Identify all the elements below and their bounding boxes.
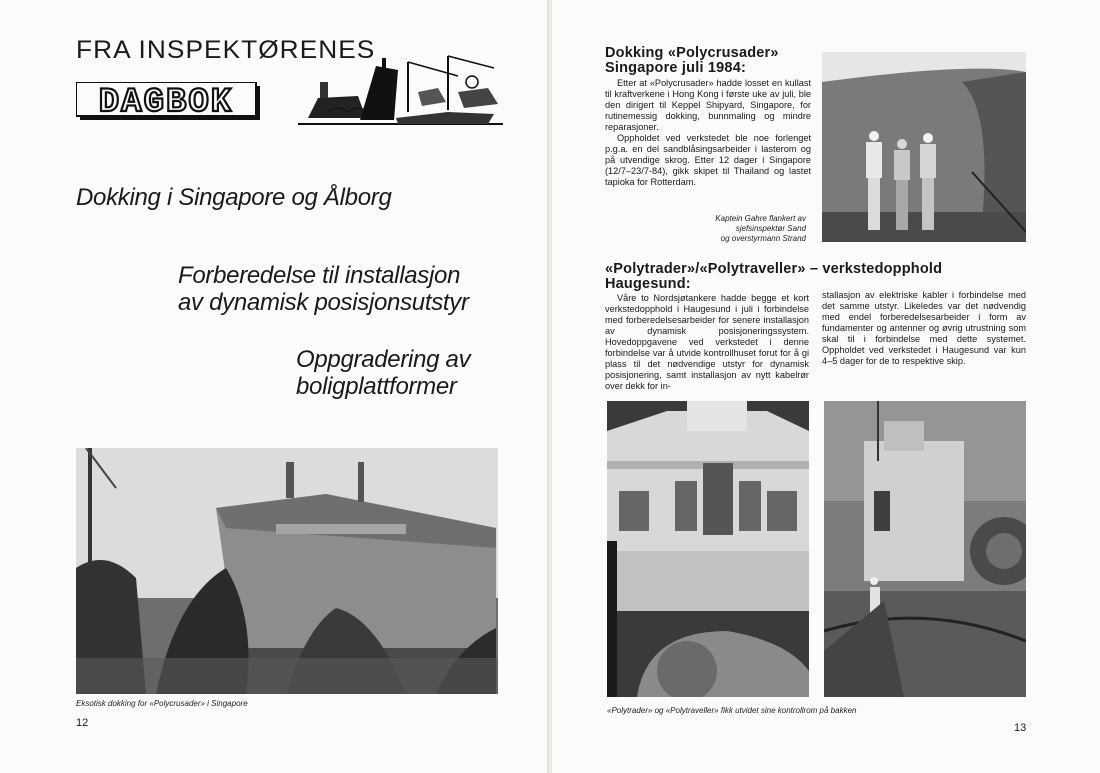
masthead-dagbok bbox=[76, 82, 262, 122]
heading-dp-preparation-text: Forberedelse til installasjon av dynamisk posisjonsutstyr bbox=[178, 262, 469, 316]
masthead-dagbok-text: DAGBOK bbox=[98, 84, 234, 122]
heading-dp-preparation bbox=[178, 262, 478, 316]
left-photo-caption: Eksotisk dokking for «Polycrusader» i Singapore bbox=[76, 699, 248, 708]
article1-body bbox=[605, 78, 811, 188]
article2-title-line2: Haugesund: bbox=[605, 276, 691, 292]
ship-in-drydock-photo-icon bbox=[76, 448, 498, 694]
page-number-left: 12 bbox=[76, 717, 89, 729]
article2-title-line1: «Polytrader»/«Polytraveller» – verkstedopphold bbox=[605, 261, 943, 277]
article1-paragraph1: Etter at «Polycrusader» hadde losset en kullast til kraftverkene i Hong Kong i første uke av juli, ble den dirigert til Keppel Shipyard, Singapore, for rutinemessig dokking, bunnmaling og mindre reparasjoner. bbox=[605, 78, 811, 132]
heading-docking: Dokking i Singapore og Ålborg bbox=[76, 184, 392, 211]
ship-and-crane-illustration-icon bbox=[298, 52, 503, 128]
control-house-photo-icon bbox=[607, 401, 809, 697]
masthead-title-line: FRA INSPEKTØRENES bbox=[76, 36, 376, 64]
article1-caption-line1: Kaptein Gahre flankert av bbox=[715, 214, 806, 223]
heading-platform-upgrade bbox=[296, 346, 486, 400]
article1-title-line2: Singapore juli 1984: bbox=[605, 60, 746, 76]
article1-photo-caption bbox=[702, 214, 806, 244]
article1-title-line1: Dokking «Polycrusader» bbox=[605, 45, 779, 61]
heading-platform-upgrade-text: Oppgradering av boligplattformer bbox=[296, 346, 471, 400]
article1-title bbox=[605, 46, 779, 76]
article2-column1: Våre to Nordsjøtankere hadde begge et kort verkstedopphold i Haugesund i juli i forbindelse med forberedelsesarbeider for senere installasjon av dynamisk posisjoneringssystem. Hovedoppgavene ved verkstedet i denne forbindelse var å utvide kontrollhuset forut for å gi plass til det nødvendige utstyr for dynamisk posisjonering, samt installasjon av nytt kabelrør over dekk for in- bbox=[605, 293, 809, 391]
article1-paragraph2: Oppholdet ved verkstedet ble noe forlenget p.g.a. en del sandblåsingsarbeider i lasterom og på utvendige skrog. Etter 12 dager i Singapore (12/7–23/7-84), gikk skipet til Thailand og lastet tapioka for Rotterdam. bbox=[605, 133, 811, 187]
article2-title bbox=[605, 262, 942, 292]
crew-by-hull-photo-icon bbox=[822, 52, 1026, 242]
right-page bbox=[552, 0, 1100, 773]
left-page bbox=[0, 0, 549, 773]
article2-photos-caption: «Polytrader» og «Polytraveller» fikk utvidet sine kontrollrom på bakken bbox=[607, 706, 857, 715]
deck-winch-photo-icon bbox=[824, 401, 1026, 697]
article2-column2: stallasjon av elektriske kabler i forbindelse med det samme utstyr. Likeledes var det nødvendig med endel forberedelsesarbeider i form av fundamenter og antenner og øvrig utrustning som skal til i forbindelse med dette systemet. Oppholdet ved verkstedet i Haugesund var kun 4–5 dager for de to respektive skip. bbox=[822, 290, 1026, 366]
article1-caption-line3: og overstyrmann Strand bbox=[720, 234, 806, 243]
page-number-right: 13 bbox=[1014, 722, 1027, 734]
article1-caption-line2: sjefsinspektør Sand bbox=[735, 224, 806, 233]
